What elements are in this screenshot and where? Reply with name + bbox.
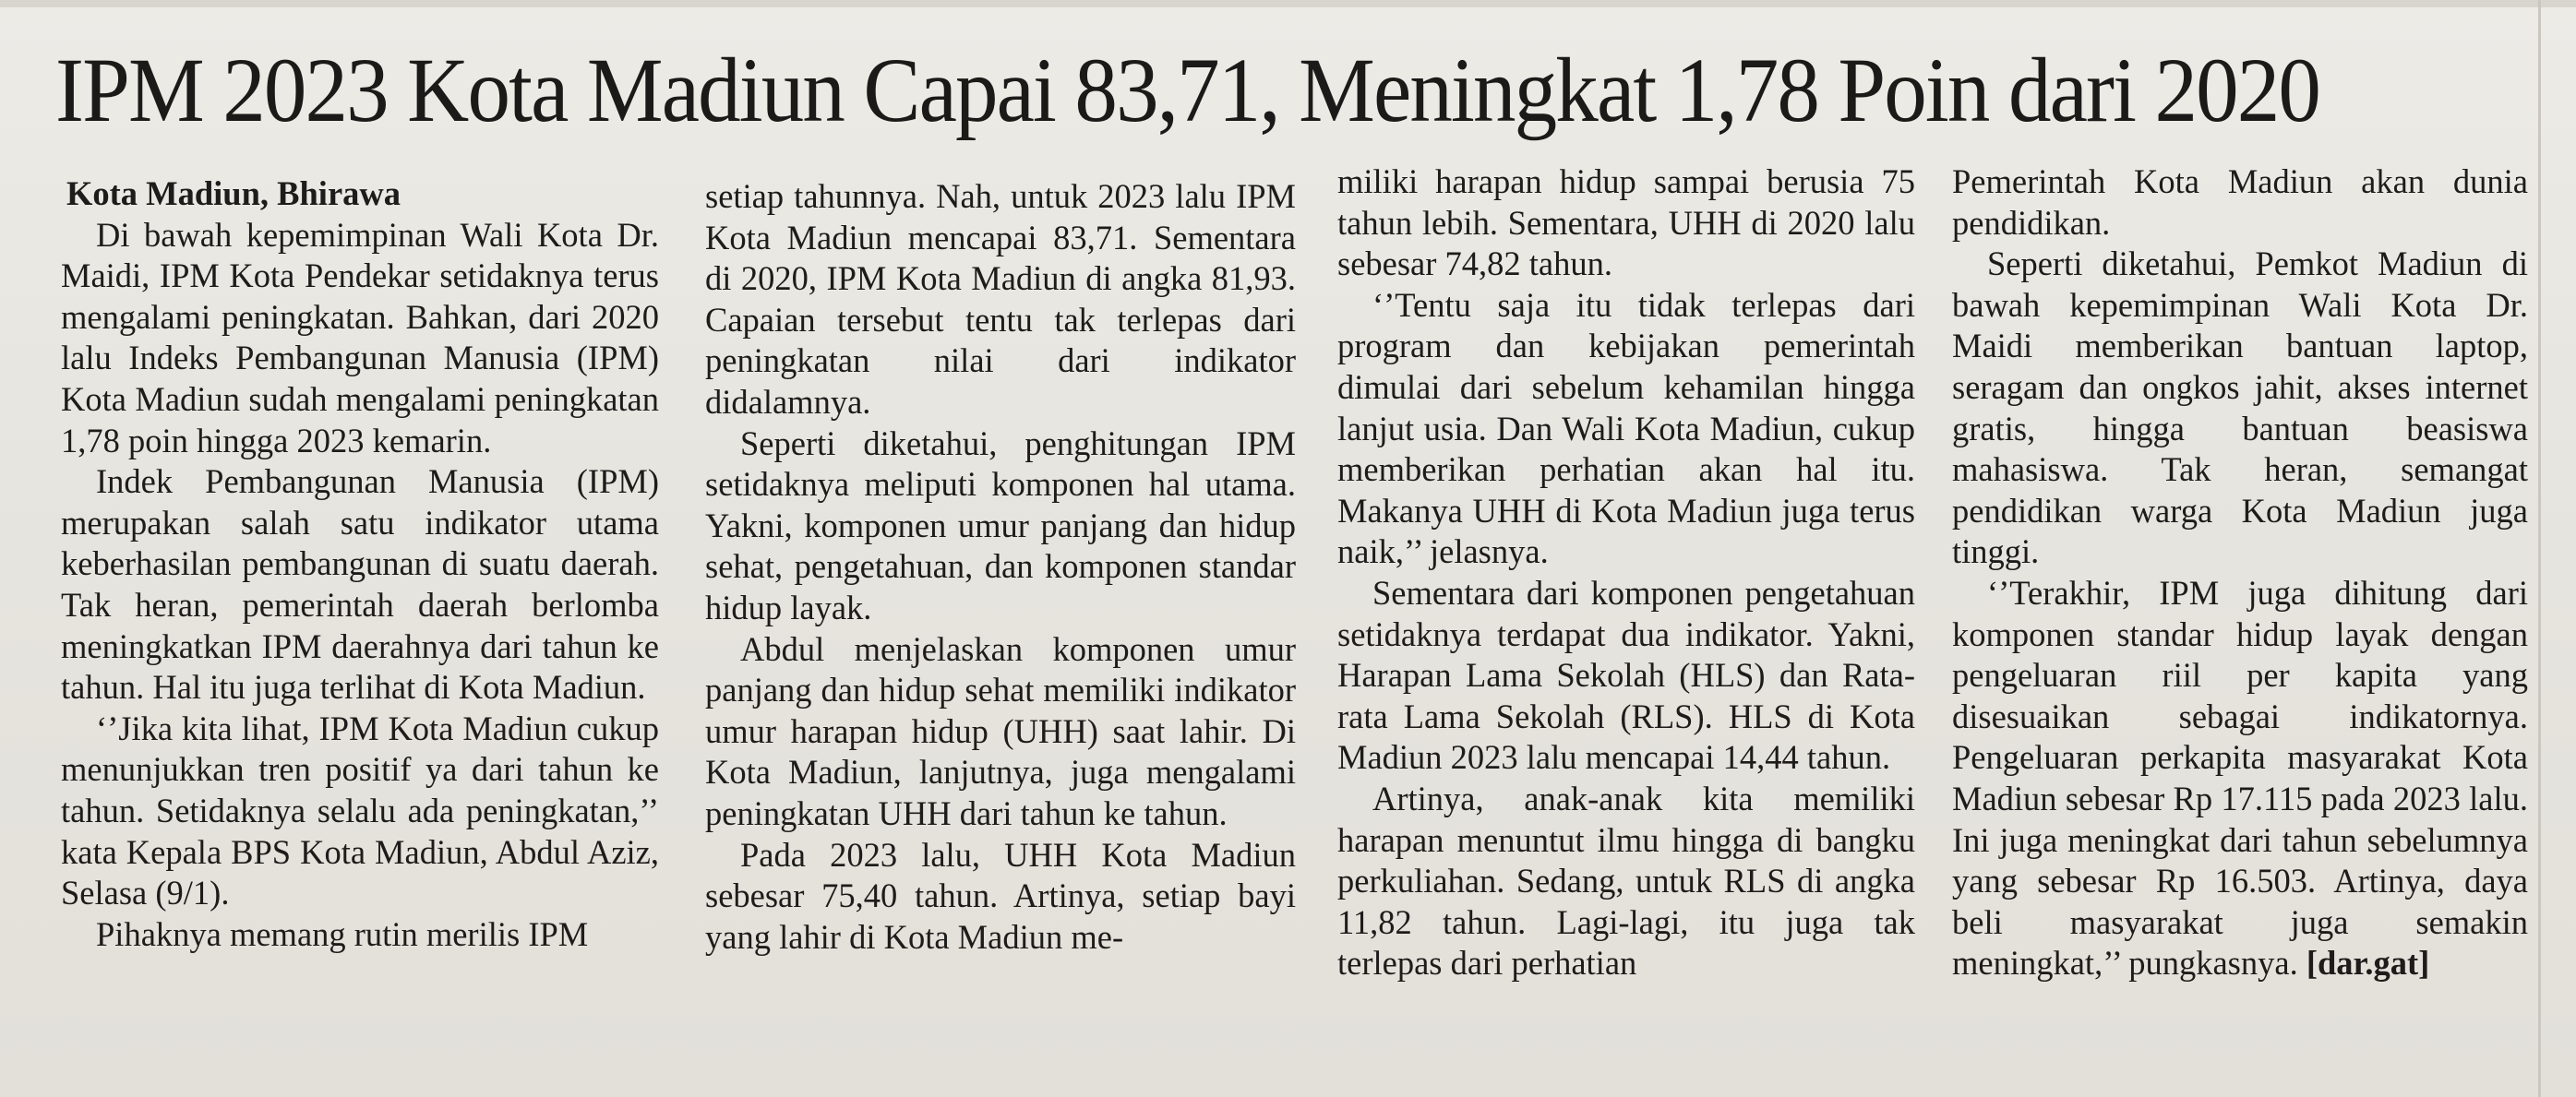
- article-column-3: [1337, 161, 1915, 984]
- paragraph: miliki harapan hidup sampai berusia 75 tahun lebih. Sementara, UHH di 2020 lalu sebesar 74,82 tahun.: [1337, 162, 1915, 283]
- paragraph: ‘’Tentu saja itu tidak terlepas dari program dan kebijakan pemerintah dimulai dari sebelum kehamilan hingga lanjut usia. Dan Wali Kota Madiun, cukup memberikan perhatian akan hal itu. Makanya UHH di Kota Madiun juga terus naik,’’ jelasnya.: [1337, 285, 1915, 571]
- paragraph-text: ‘’Terakhir, IPM juga dihitung dari komponen standar hidup layak dengan pengeluaran riil per kapita yang disesuaikan sebagai indikatornya. Pengeluaran perkapita masyarakat Kota Madiun sebesar Rp 17.115 pada 2023 lalu. Ini juga meningkat dari tahun sebelumnya yang sebesar Rp 16.503. Artinya, daya beli masyarakat juga semakin meningkat,’’ pungkasnya.: [1952, 573, 2528, 983]
- paragraph: setiap tahunnya. Nah, untuk 2023 lalu IPM Kota Madiun mencapai 83,71. Sementara di 2020, IPM Kota Madiun di angka 81,93. Capaian tersebut tentu tak terlepas dari peningkatan nilai dari indikator didalamnya.: [705, 177, 1296, 421]
- final-paragraph: [1952, 573, 2528, 984]
- paragraph: Artinya, anak-anak kita memiliki harapan menuntut ilmu hingga di bangku perkuliahan. Sedang, untuk RLS di angka 11,82 tahun. Lagi-lagi, itu juga tak terlepas dari perhatian: [1337, 779, 1915, 983]
- author-signature: [dar.gat]: [2306, 944, 2430, 983]
- paragraph: Sementara dari komponen pengetahuan setidaknya terdapat dua indikator. Yakni, Harapan Lama Sekolah (HLS) dan Rata-rata Lama Sekolah (RLS). HLS di Kota Madiun 2023 lalu mencapai 14,44 tahun.: [1337, 573, 1915, 777]
- paragraph: Seperti diketahui, Pemkot Madiun di bawah kepemimpinan Wali Kota Dr. Maidi memberikan bantuan laptop, seragam dan ongkos jahit, akses internet gratis, hingga bantuan beasiswa mahasiswa. Tak heran, semangat pendidikan warga Kota Madiun juga tinggi.: [1952, 244, 2528, 571]
- paragraph: ‘’Jika kita lihat, IPM Kota Madiun cukup menunjukkan tren positif ya dari tahun ke tahun. Setidaknya selalu ada peningkatan,’’ kata Kepala BPS Kota Madiun, Abdul Aziz, Selasa (9/1).: [61, 709, 659, 912]
- article-column-4: [1952, 161, 2528, 984]
- paragraph: Pihaknya memang rutin merilis IPM: [96, 914, 589, 953]
- article-column-1: [61, 173, 659, 955]
- paragraph: Seperti diketahui, penghitungan IPM setidaknya meliputi komponen hal utama. Yakni, komponen umur panjang dan hidup sehat, pengetahuan, dan komponen standar hidup layak.: [705, 423, 1296, 626]
- dateline: Kota Madiun, Bhirawa: [66, 174, 401, 212]
- headline: IPM 2023 Kota Madiun Capai 83,71, Meningkat 1,78 Poin dari 2020: [55, 39, 2320, 141]
- paragraph: Indek Pembangunan Manusia (IPM) merupakan salah satu indikator utama keberhasilan pembangunan di suatu daerah. Tak heran, pemerintah daerah berlomba meningkatkan IPM daerahnya dari tahun ke tahun. Hal itu juga terlihat di Kota Madiun.: [61, 462, 659, 707]
- paragraph: Abdul menjelaskan komponen umur panjang dan hidup sehat memiliki indikator umur harapan hidup (UHH) saat lahir. Di Kota Madiun, lanjutnya, juga mengalami peningkatan UHH dari tahun ke tahun.: [705, 629, 1296, 832]
- article-column-2: [705, 176, 1296, 958]
- paragraph: Pemerintah Kota Madiun akan dunia pendidikan.: [1952, 162, 2528, 242]
- right-edge: [2538, 0, 2541, 1097]
- paragraph: Di bawah kepemimpinan Wali Kota Dr. Maidi, IPM Kota Pendekar setidaknya terus mengalami peningkatan. Bahkan, dari 2020 lalu Indeks Pembangunan Manusia (IPM) Kota Madiun sudah mengalami peningkatan 1,78 poin hingga 2023 kemarin.: [61, 215, 659, 459]
- paragraph: Pada 2023 lalu, UHH Kota Madiun sebesar 75,40 tahun. Artinya, setiap bayi yang lahir di Kota Madiun me-: [705, 835, 1296, 956]
- top-edge: [0, 0, 2576, 7]
